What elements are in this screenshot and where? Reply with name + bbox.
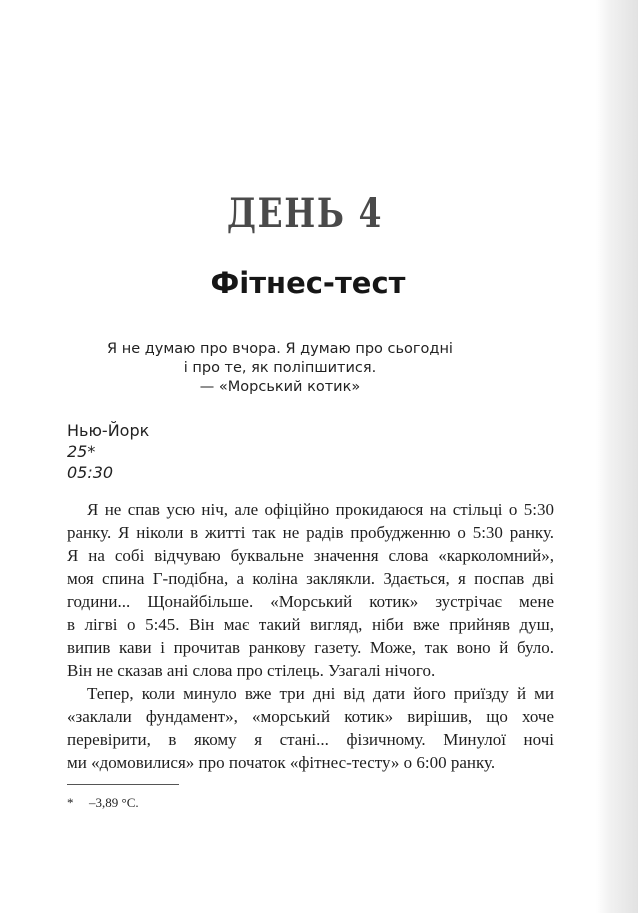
chapter-subtitle: Фітнес-тест <box>210 266 406 300</box>
body-line: Він не сказав ані слова про стілець. Узагалі нічого. <box>67 661 436 680</box>
epigraph-line: і про те, як поліпшитися. <box>183 360 377 376</box>
footnote-mark: * <box>67 795 74 810</box>
body-line: години... Щонайбільше. «Морський котик» зустрічає мене <box>67 592 554 611</box>
log-entry-header <box>67 420 149 483</box>
chapter-heading: ДЕНЬ 4 <box>226 190 384 237</box>
epigraph-attribution: — «Морський котик» <box>199 379 361 395</box>
body-line: в лігві о 5:45. Він має такий вигляд, ніби вже прийняв душ, <box>67 615 554 634</box>
epigraph <box>100 340 460 397</box>
body-line: ми «домовилися» про початок «фітнес-тесту» о 6:00 ранку. <box>67 753 496 772</box>
body-line: Тепер, коли минуло вже три дні від дати його приїзду й ми <box>87 684 554 703</box>
body-line: Я на собі відчуваю буквальне значення слова «карколомний», <box>67 546 554 565</box>
body-text <box>67 498 554 774</box>
log-location: Нью-Йорк <box>67 421 150 440</box>
footnote <box>67 795 139 811</box>
body-line: «заклали фундамент», «морський котик» вирішив, що хоче <box>67 707 554 726</box>
body-line: ранку. Я ніколи в житті так не радів пробудженню о 5:30 ранку. <box>67 523 554 542</box>
epigraph-line: Я не думаю про вчора. Я думаю про сьогодні <box>107 341 453 357</box>
footnote-text: –3,89 °С. <box>89 795 139 810</box>
log-temperature: 25* <box>67 442 96 461</box>
log-time: 05:30 <box>67 463 114 482</box>
body-line: перевірити, в якому я стані... фізичному. Минулої ночі <box>67 730 554 749</box>
footnote-divider <box>67 784 179 785</box>
body-line: Я не спав усю ніч, але офіційно прокидаюся на стільці о 5:30 <box>87 500 554 519</box>
body-line: випив кави і прочитав ранкову газету. Може, так воно й було. <box>67 638 554 657</box>
page-edge-shadow <box>596 0 638 913</box>
body-line: моя спина Г-подібна, а коліна заклякли. Здається, я поспав дві <box>67 569 554 588</box>
